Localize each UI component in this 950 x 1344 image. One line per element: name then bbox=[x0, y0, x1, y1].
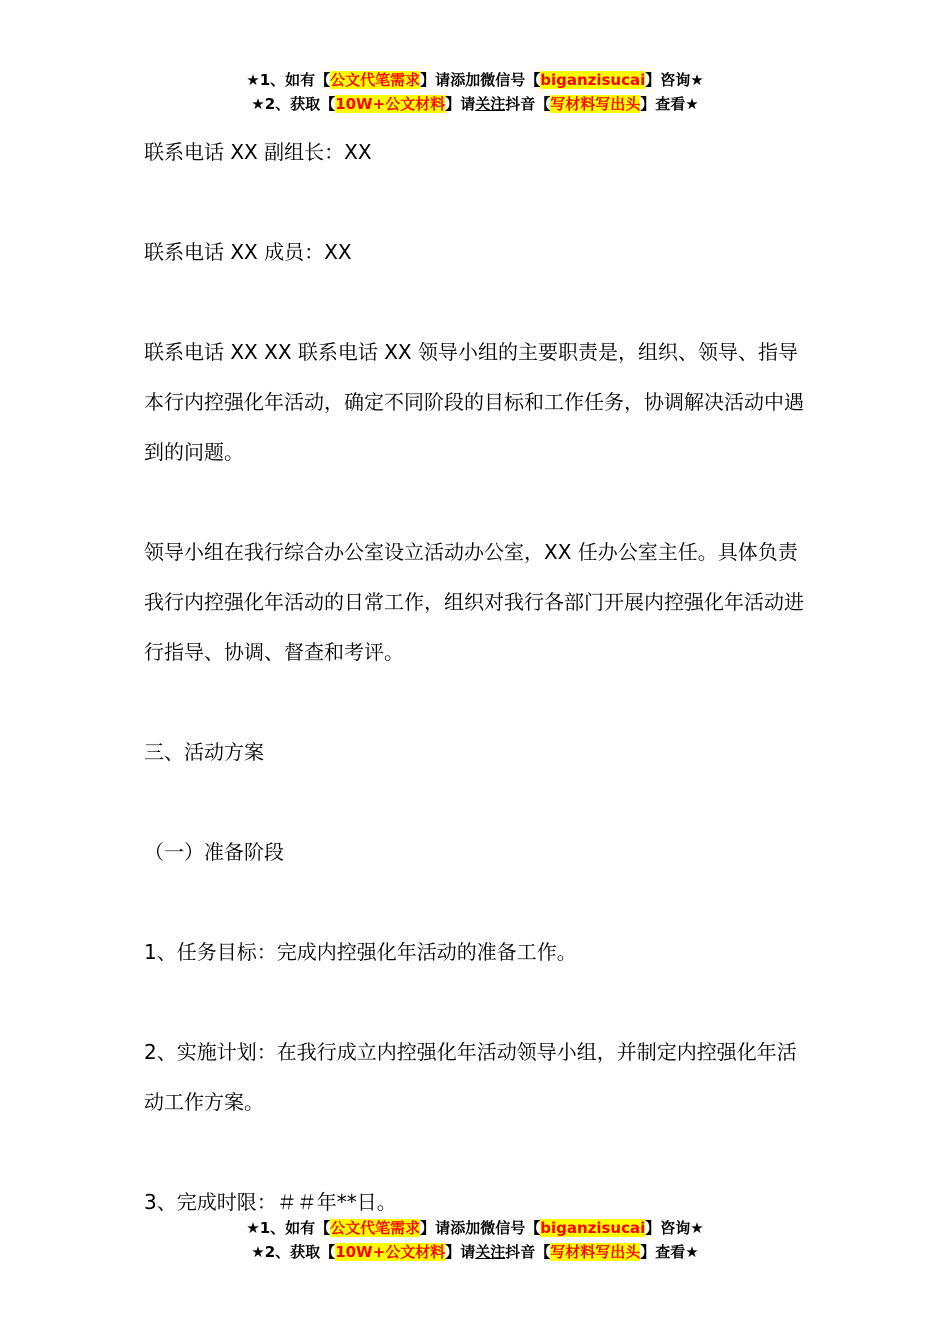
banner-emphasis: 关注 bbox=[475, 95, 506, 113]
document-body bbox=[144, 127, 809, 1227]
banner-highlight: biganzisucai bbox=[540, 1219, 646, 1237]
banner-text: 】请 bbox=[445, 95, 476, 113]
banner-line-2 bbox=[0, 1240, 950, 1264]
banner-text: 】请 bbox=[420, 71, 451, 89]
banner-line-1 bbox=[0, 68, 950, 92]
banner-text: 】请 bbox=[445, 1243, 476, 1261]
banner-line-1 bbox=[0, 1216, 950, 1240]
header-banner bbox=[0, 68, 950, 116]
banner-emphasis: 关注 bbox=[475, 1243, 506, 1261]
banner-text: 抖音【 bbox=[505, 95, 551, 113]
paragraph: 联系电话 XX 成员：XX bbox=[144, 240, 352, 264]
banner-text: 】请 bbox=[420, 1219, 451, 1237]
paragraph: 3、完成时限：＃＃年**日。 bbox=[144, 1190, 397, 1214]
banner-highlight: 公文代笔需求 bbox=[330, 71, 421, 89]
banner-text: ★1、如有【 bbox=[246, 71, 331, 89]
subsection-heading: （一）准备阶段 bbox=[144, 840, 284, 864]
banner-text: ★1、如有【 bbox=[246, 1219, 331, 1237]
banner-highlight: 10W+公文材料 bbox=[335, 1243, 446, 1261]
section-heading: 三、活动方案 bbox=[144, 740, 264, 764]
banner-text: ★2、获取【 bbox=[251, 1243, 336, 1261]
banner-highlight: 10W+公文材料 bbox=[335, 95, 446, 113]
banner-text: 抖音【 bbox=[505, 1243, 551, 1261]
banner-text: ★2、获取【 bbox=[251, 95, 336, 113]
banner-text: 微信号【 bbox=[480, 1219, 541, 1237]
paragraph: 领导小组在我行综合办公室设立活动办公室，XX 任办公室主任。具体负责我行内控强化年活动的日常工作，组织对我行各部门开展内控强化年活动进行指导、协调、督查和考评。 bbox=[144, 540, 804, 664]
banner-text: 】咨询★ bbox=[645, 1219, 704, 1237]
banner-emphasis: 添加 bbox=[450, 1219, 481, 1237]
paragraph: 2、实施计划：在我行成立内控强化年活动领导小组，并制定内控强化年活动工作方案。 bbox=[144, 1040, 797, 1114]
banner-text: 微信号【 bbox=[480, 71, 541, 89]
banner-line-2 bbox=[0, 92, 950, 116]
paragraph: 1、任务目标：完成内控强化年活动的准备工作。 bbox=[144, 940, 577, 964]
footer-banner bbox=[0, 1216, 950, 1264]
banner-text: 】咨询★ bbox=[645, 71, 704, 89]
banner-emphasis: 添加 bbox=[450, 71, 481, 89]
paragraph: 联系电话 XX XX 联系电话 XX 领导小组的主要职责是，组织、领导、指导本行内控强化年活动，确定不同阶段的目标和工作任务，协调解决活动中遇到的问题。 bbox=[144, 340, 804, 464]
paragraph: 联系电话 XX 副组长：XX bbox=[144, 140, 372, 164]
banner-highlight: biganzisucai bbox=[540, 71, 646, 89]
banner-text: 】查看★ bbox=[640, 1243, 699, 1261]
banner-highlight: 写材料写出头 bbox=[550, 1243, 641, 1261]
banner-highlight: 写材料写出头 bbox=[550, 95, 641, 113]
banner-text: 】查看★ bbox=[640, 95, 699, 113]
banner-highlight: 公文代笔需求 bbox=[330, 1219, 421, 1237]
